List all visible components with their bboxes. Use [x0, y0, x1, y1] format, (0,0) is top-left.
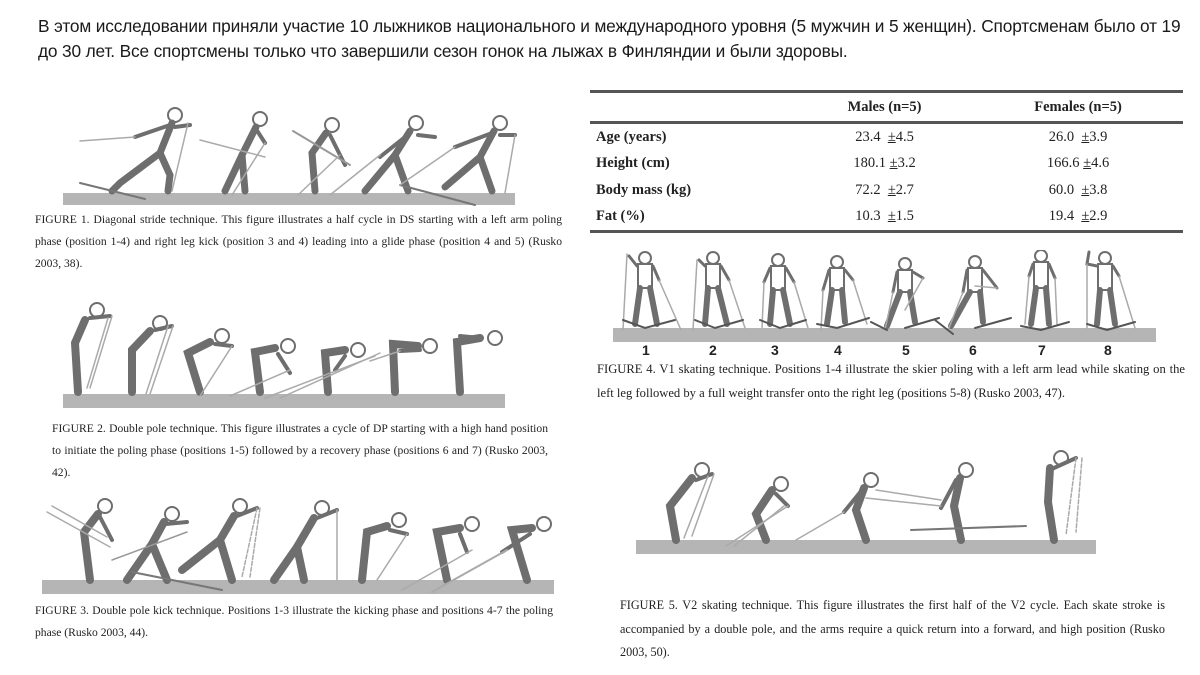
males-value: 180.1 ±3.2	[853, 155, 916, 172]
row-label: Body mass (kg)	[596, 181, 692, 198]
table-header-empty	[590, 92, 796, 123]
position-label: 4	[834, 342, 842, 358]
figure-2-double-pole-illustration	[60, 298, 520, 413]
figure-4-v1-skating-illustration	[605, 250, 1165, 342]
figure-4-caption: FIGURE 4. V1 skating technique. Positions 1-4 illustrate the skier poling with a left arm lead while skating on the left leg followed by a full weight transfer onto the right leg (positions 5-8) (Rusko 2003, 47).	[597, 362, 1185, 400]
females-value: 26.0 ±3.9	[1048, 128, 1108, 145]
athlete-characteristics-table	[590, 90, 1183, 233]
males-value: 23.4 ±4.5	[855, 128, 914, 145]
position-label: 2	[709, 342, 717, 358]
males-value: 10.3 ±1.5	[796, 204, 973, 232]
table-row-height	[590, 151, 1183, 178]
females-value: 60.0 ±3.8	[1048, 181, 1108, 198]
figure-3-caption: FIGURE 3. Double pole kick technique. Positions 1-3 illustrate the kicking phase and positions 4-7 the poling phase (Rusko 2003, 44).	[35, 604, 553, 639]
table-header-row	[590, 92, 1183, 123]
figure-1-caption: FIGURE 1. Diagonal stride technique. This figure illustrates a half cycle in DS starting with a left arm poling phase (position 1-4) and right leg kick (position 3 and 4) leading into a glide phase (position 4 and 5) (Rusko 2003, 38).	[35, 213, 562, 270]
row-label: Fat (%)	[590, 204, 796, 232]
table-header-males: Males (n=5)	[796, 92, 973, 123]
position-label: 6	[969, 342, 977, 358]
position-label: 8	[1104, 342, 1112, 358]
table-row-fat	[590, 204, 1183, 232]
position-label: 7	[1038, 342, 1046, 358]
figure-5-v2-skating-illustration	[636, 440, 1116, 560]
position-label: 1	[642, 342, 650, 358]
males-value: 72.2 ±2.7	[855, 181, 914, 198]
females-value: 19.4 ±2.9	[973, 204, 1183, 232]
females-value: 166.6 ±4.6	[1046, 155, 1110, 172]
row-label: Age (years)	[596, 128, 667, 145]
position-label: 3	[771, 342, 779, 358]
table-row-age	[590, 123, 1183, 151]
figure-1-diagonal-stride-illustration	[60, 95, 520, 210]
table-row-body-mass	[590, 177, 1183, 204]
figure-5-caption: FIGURE 5. V2 skating technique. This figure illustrates the first half of the V2 cycle. Each skate stroke is accompanied by a double pole, and the arms require a quick return into a forward, and high position (Rusko 2003, 50).	[620, 598, 1165, 659]
table-header-females: Females (n=5)	[973, 92, 1183, 123]
figure-2-caption: FIGURE 2. Double pole technique. This figure illustrates a cycle of DP starting with a high hand position to initiate the poling phase (positions 1-5) followed by a recovery phase (positions 6 and 7) (Rusko 2003, 42).	[52, 422, 548, 479]
position-label: 5	[902, 342, 910, 358]
figure-3-double-pole-kick-illustration	[42, 492, 562, 602]
row-label: Height (cm)	[596, 155, 670, 172]
intro-paragraph: В этом исследовании приняли участие 10 лыжников национального и международного уровня (5 мужчин и 5 женщин). Спортсменам было от 19 до 30 лет. Все спортсмены только что завершили сезон гонок на лыжах в Финляндии и были здоровы.	[38, 16, 1181, 61]
